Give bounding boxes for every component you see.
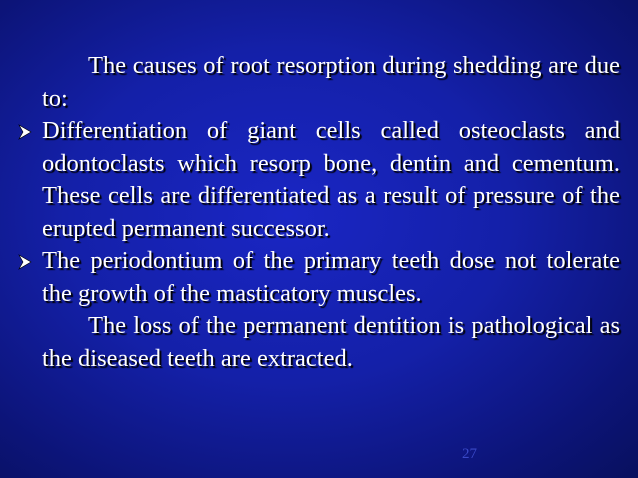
arrowhead-bullet-icon [8,245,42,270]
intro-paragraph: The causes of root resorption during shedding are due to: [42,52,620,112]
closing-paragraph: The loss of the permanent dentition is pathological as the diseased teeth are extracted. [42,312,620,372]
bullet-text-2: The periodontium of the primary teeth dose not tolerate the growth of the masticatory muscles. [42,247,620,307]
bullet-text-1: Differentiation of giant cells called osteoclasts and odontoclasts which resorp bone, dentin and cementum. These cells are differentiated as a result of pressure of the erupted permanent successor. [42,117,620,242]
bullet-item-2 [8,245,620,310]
slide-body [8,50,620,375]
page-number: 27 [462,446,477,462]
arrowhead-bullet-icon [8,115,42,140]
bullet-item-1 [8,115,620,245]
